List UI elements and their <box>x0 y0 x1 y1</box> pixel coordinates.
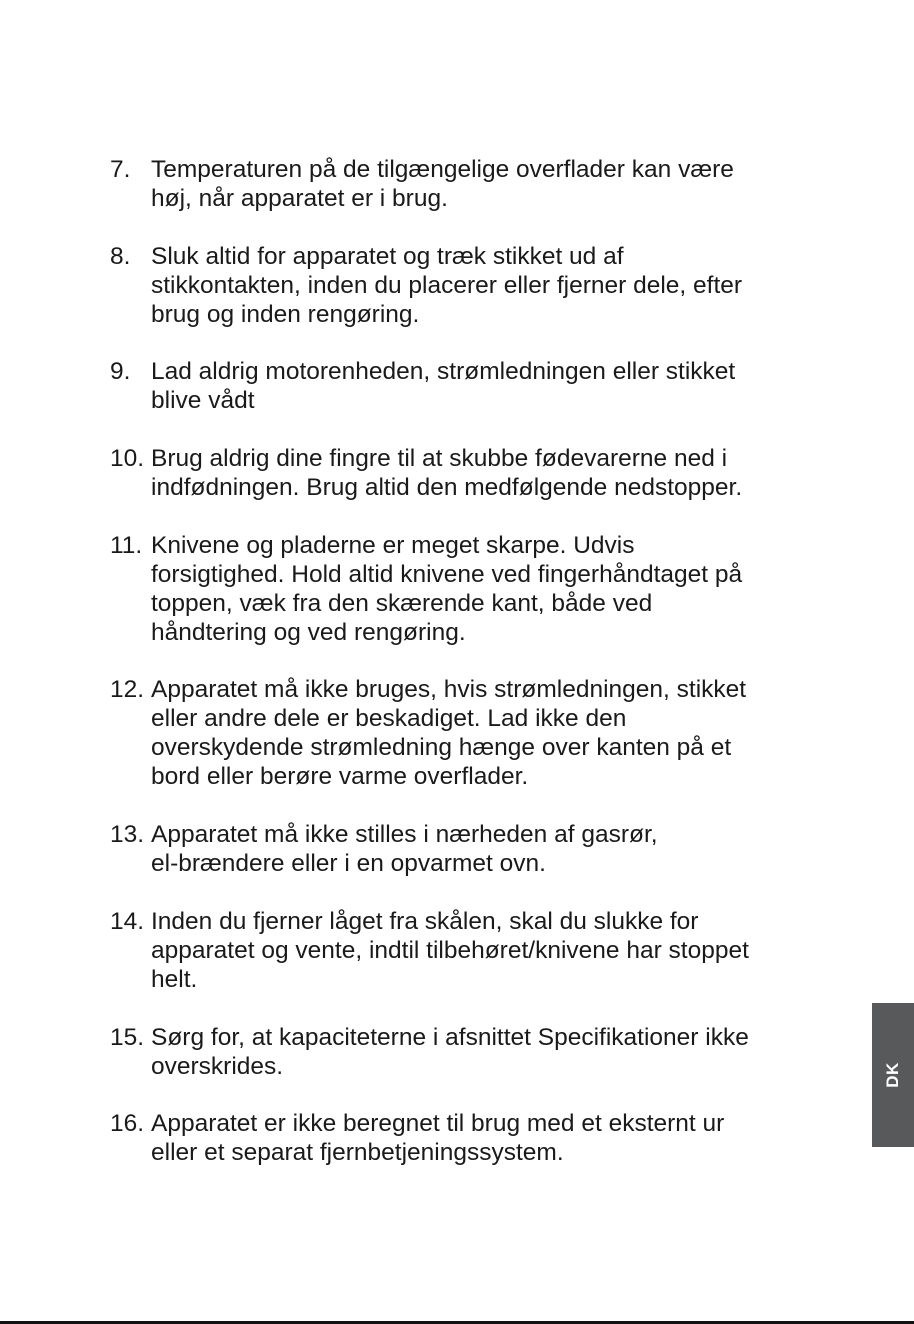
item-number: 8. <box>110 242 131 270</box>
item-number: 11. <box>110 531 143 559</box>
item-text: Apparatet må ikke stilles i nærheden af gasrør, el-brændere eller i en opvarmet ovn. <box>151 821 658 878</box>
item-number: 9. <box>110 358 131 386</box>
item-text: Brug aldrig dine fingre til at skubbe fødevarerne ned i indfødningen. Brug altid den medfølgende nedstopper. <box>151 445 743 502</box>
item-text: Apparatet må ikke bruges, hvis strømledningen, stikket eller andre dele er beskadiget. Lad ikke den overskydende strømledning hænge over kanten på et bord eller berøre varme overflader. <box>151 676 747 791</box>
safety-instructions-list <box>110 155 810 1196</box>
safety-item-16 <box>110 1109 810 1167</box>
safety-item-14 <box>110 907 810 994</box>
item-number: 14. <box>110 907 145 935</box>
item-number: 13. <box>110 821 145 849</box>
safety-item-10 <box>110 444 810 502</box>
item-text: Lad aldrig motorenheden, strømledningen eller stikket blive vådt <box>151 358 736 415</box>
item-number: 12. <box>110 676 145 704</box>
language-tab <box>872 1003 914 1147</box>
item-number: 7. <box>110 156 131 183</box>
item-text: Knivene og pladerne er meget skarpe. Udvis forsigtighed. Hold altid knivene ved fingerhåndtaget på toppen, væk fra den skærende kant, både ved håndtering og ved rengøring. <box>151 531 743 646</box>
item-number: 10. <box>110 445 145 473</box>
safety-item-15 <box>110 1023 810 1081</box>
item-number: 15. <box>110 1023 145 1051</box>
safety-item-7 <box>110 155 810 213</box>
safety-item-8 <box>110 242 810 329</box>
safety-item-11 <box>110 531 810 647</box>
item-text: Sørg for, at kapaciteterne i afsnittet Specifikationer ikke overskrides. <box>151 1023 749 1080</box>
item-text: Inden du fjerner låget fra skålen, skal du slukke for apparatet og vente, indtil tilbehøret/knivene har stoppet helt. <box>151 907 749 993</box>
item-number: 16. <box>110 1110 145 1138</box>
item-text: Apparatet er ikke beregnet til brug med et eksternt ur eller et separat fjernbetjeningssystem. <box>151 1110 725 1167</box>
safety-item-13 <box>110 820 810 878</box>
item-text: Sluk altid for apparatet og træk stikket ud af stikkontakten, inden du placerer eller fjerner dele, efter brug og inden rengøring. <box>151 242 743 328</box>
language-tab-label: DK <box>883 1062 902 1088</box>
safety-item-9 <box>110 357 810 415</box>
safety-item-12 <box>110 675 810 791</box>
item-text: Temperaturen på de tilgængelige overflader kan være høj, når apparatet er i brug. <box>151 156 734 212</box>
